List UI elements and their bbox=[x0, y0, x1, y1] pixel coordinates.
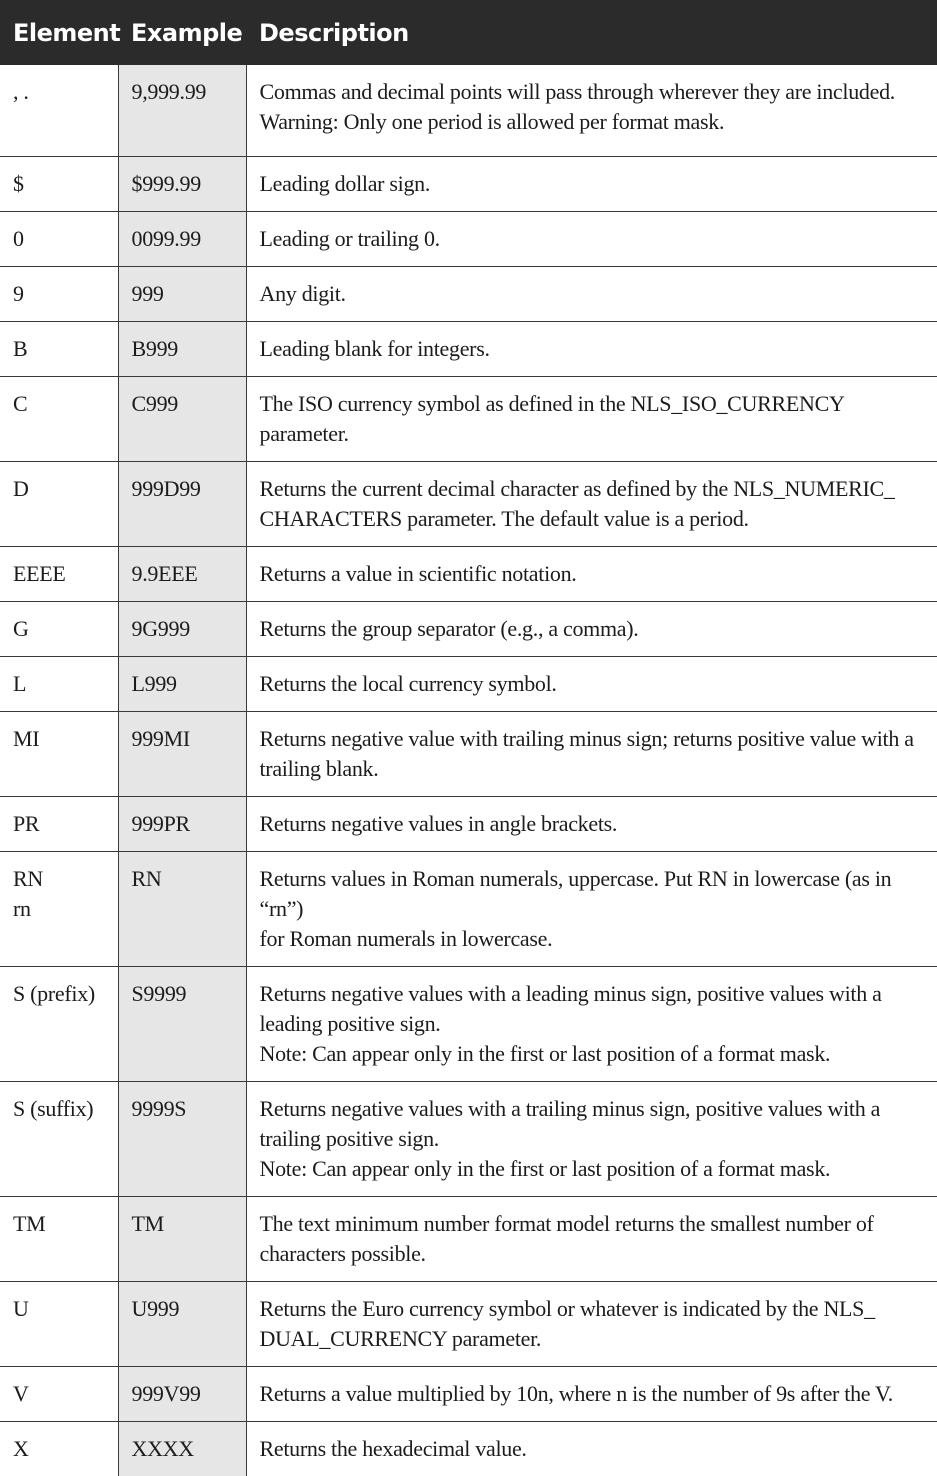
element-cell bbox=[0, 266, 118, 321]
example-cell: 999MI bbox=[118, 711, 246, 796]
element-text: , . bbox=[13, 79, 29, 104]
description-line: DUAL_CURRENCY parameter. bbox=[259, 1325, 542, 1351]
element-text: U bbox=[13, 1295, 29, 1321]
element-text: G bbox=[13, 615, 29, 641]
description-cell bbox=[246, 266, 937, 321]
element-cell bbox=[0, 711, 118, 796]
description-line: leading positive sign. bbox=[259, 1010, 441, 1036]
example-cell: 9.9EEE bbox=[118, 546, 246, 601]
description-cell bbox=[246, 461, 937, 546]
description-line: The ISO currency symbol as defined in the NLS_ISO_CURRENCY parameter. bbox=[259, 390, 844, 446]
element-text: RN bbox=[13, 865, 43, 891]
table-row bbox=[0, 656, 937, 711]
table-body bbox=[0, 65, 937, 1476]
description-cell bbox=[246, 1366, 937, 1421]
example-cell: 9999S bbox=[118, 1081, 246, 1196]
header-example: Example bbox=[118, 0, 246, 65]
description-cell bbox=[246, 601, 937, 656]
element-text: D bbox=[13, 475, 29, 501]
element-cell bbox=[0, 966, 118, 1081]
description-cell bbox=[246, 211, 937, 266]
table-row bbox=[0, 65, 937, 156]
element-cell bbox=[0, 1421, 118, 1476]
element-cell bbox=[0, 851, 118, 966]
example-cell: 999V99 bbox=[118, 1366, 246, 1421]
example-cell: L999 bbox=[118, 656, 246, 711]
description-cell bbox=[246, 966, 937, 1081]
element-cell bbox=[0, 321, 118, 376]
table-header bbox=[0, 0, 937, 65]
table-row bbox=[0, 1081, 937, 1196]
description-line: characters possible. bbox=[259, 1240, 426, 1266]
table-row bbox=[0, 156, 937, 211]
table-row bbox=[0, 461, 937, 546]
element-text: EEEE bbox=[13, 560, 66, 586]
example-cell: B999 bbox=[118, 321, 246, 376]
example-cell: TM bbox=[118, 1196, 246, 1281]
example-cell: 999 bbox=[118, 266, 246, 321]
header-description: Description bbox=[246, 0, 937, 65]
description-cell bbox=[246, 65, 937, 156]
description-cell bbox=[246, 321, 937, 376]
table-row bbox=[0, 1421, 937, 1476]
description-line: Leading blank for integers. bbox=[259, 335, 490, 361]
element-text: X bbox=[13, 1435, 29, 1461]
description-line: trailing positive sign. bbox=[259, 1125, 439, 1151]
table-row bbox=[0, 376, 937, 461]
element-cell bbox=[0, 1366, 118, 1421]
description-cell bbox=[246, 156, 937, 211]
description-line: CHARACTERS parameter. The default value is a period. bbox=[259, 505, 749, 531]
description-line: Leading or trailing 0. bbox=[259, 225, 440, 251]
description-line: Returns a value multiplied by 10n, where n is the number of 9s after the V. bbox=[259, 1380, 893, 1406]
example-cell: RN bbox=[118, 851, 246, 966]
element-text: 9 bbox=[13, 280, 24, 306]
header-row bbox=[0, 0, 937, 65]
element-text: V bbox=[13, 1380, 29, 1406]
description-line: Note: Can appear only in the first or last position of a format mask. bbox=[259, 1040, 831, 1066]
description-line: Returns the group separator (e.g., a comma). bbox=[259, 615, 639, 641]
element-cell bbox=[0, 656, 118, 711]
example-cell: C999 bbox=[118, 376, 246, 461]
element-text: rn bbox=[13, 895, 31, 921]
table-row bbox=[0, 796, 937, 851]
description-cell bbox=[246, 376, 937, 461]
table-row bbox=[0, 711, 937, 796]
description-cell bbox=[246, 1421, 937, 1476]
description-cell bbox=[246, 1081, 937, 1196]
description-line: Commas and decimal points will pass through wherever they are included. bbox=[259, 79, 895, 104]
description-line: Leading dollar sign. bbox=[259, 170, 431, 196]
table-row bbox=[0, 546, 937, 601]
description-cell bbox=[246, 546, 937, 601]
element-cell bbox=[0, 601, 118, 656]
description-line: Any digit. bbox=[259, 280, 346, 306]
description-cell bbox=[246, 656, 937, 711]
description-line: for Roman numerals in lowercase. bbox=[259, 925, 553, 951]
example-cell: 9,999.99 bbox=[118, 65, 246, 156]
description-line: Returns values in Roman numerals, uppercase. Put RN in lowercase (as in “rn”) bbox=[259, 865, 892, 921]
description-line: Returns negative values with a leading minus sign, positive values with a bbox=[259, 980, 882, 1006]
description-line: Returns the Euro currency symbol or whatever is indicated by the NLS_ bbox=[259, 1295, 875, 1321]
element-cell bbox=[0, 1196, 118, 1281]
description-line: The text minimum number format model returns the smallest number of bbox=[259, 1210, 874, 1236]
table-row bbox=[0, 1366, 937, 1421]
description-cell bbox=[246, 851, 937, 966]
table-row bbox=[0, 1196, 937, 1281]
description-cell bbox=[246, 1196, 937, 1281]
header-element: Element bbox=[0, 0, 118, 65]
element-text: L bbox=[13, 670, 27, 696]
description-line: trailing blank. bbox=[259, 755, 379, 781]
example-cell: 9G999 bbox=[118, 601, 246, 656]
element-cell bbox=[0, 546, 118, 601]
description-line: Note: Can appear only in the first or last position of a format mask. bbox=[259, 1155, 831, 1181]
element-cell bbox=[0, 211, 118, 266]
element-cell bbox=[0, 1081, 118, 1196]
description-line: Returns negative values in angle brackets. bbox=[259, 810, 618, 836]
example-cell: 0099.99 bbox=[118, 211, 246, 266]
description-line: Returns the current decimal character as defined by the NLS_NUMERIC_ bbox=[259, 475, 895, 501]
description-line: Returns a value in scientific notation. bbox=[259, 560, 577, 586]
element-text: C bbox=[13, 390, 28, 416]
description-line: Warning: Only one period is allowed per format mask. bbox=[259, 109, 725, 134]
element-cell bbox=[0, 461, 118, 546]
example-cell: 999PR bbox=[118, 796, 246, 851]
element-text: S (prefix) bbox=[13, 980, 95, 1006]
element-text: B bbox=[13, 335, 28, 361]
description-cell bbox=[246, 711, 937, 796]
element-text: S (suffix) bbox=[13, 1095, 94, 1121]
table-row bbox=[0, 851, 937, 966]
table-row bbox=[0, 966, 937, 1081]
element-text: TM bbox=[13, 1210, 46, 1236]
element-cell bbox=[0, 376, 118, 461]
table-row bbox=[0, 211, 937, 266]
element-cell bbox=[0, 156, 118, 211]
example-cell: S9999 bbox=[118, 966, 246, 1081]
table-row bbox=[0, 601, 937, 656]
element-text: MI bbox=[13, 725, 40, 751]
element-cell bbox=[0, 65, 118, 156]
element-text: 0 bbox=[13, 225, 24, 251]
description-line: Returns the local currency symbol. bbox=[259, 670, 557, 696]
example-cell: XXXX bbox=[118, 1421, 246, 1476]
example-cell: $999.99 bbox=[118, 156, 246, 211]
description-line: Returns the hexadecimal value. bbox=[259, 1435, 527, 1461]
example-cell: 999D99 bbox=[118, 461, 246, 546]
description-line: Returns negative value with trailing minus sign; returns positive value with a bbox=[259, 725, 914, 751]
element-text: $ bbox=[13, 170, 24, 196]
table-row bbox=[0, 266, 937, 321]
description-cell bbox=[246, 796, 937, 851]
element-text: PR bbox=[13, 810, 40, 836]
table-row bbox=[0, 321, 937, 376]
element-cell bbox=[0, 796, 118, 851]
example-cell: U999 bbox=[118, 1281, 246, 1366]
description-line: Returns negative values with a trailing minus sign, positive values with a bbox=[259, 1095, 881, 1121]
